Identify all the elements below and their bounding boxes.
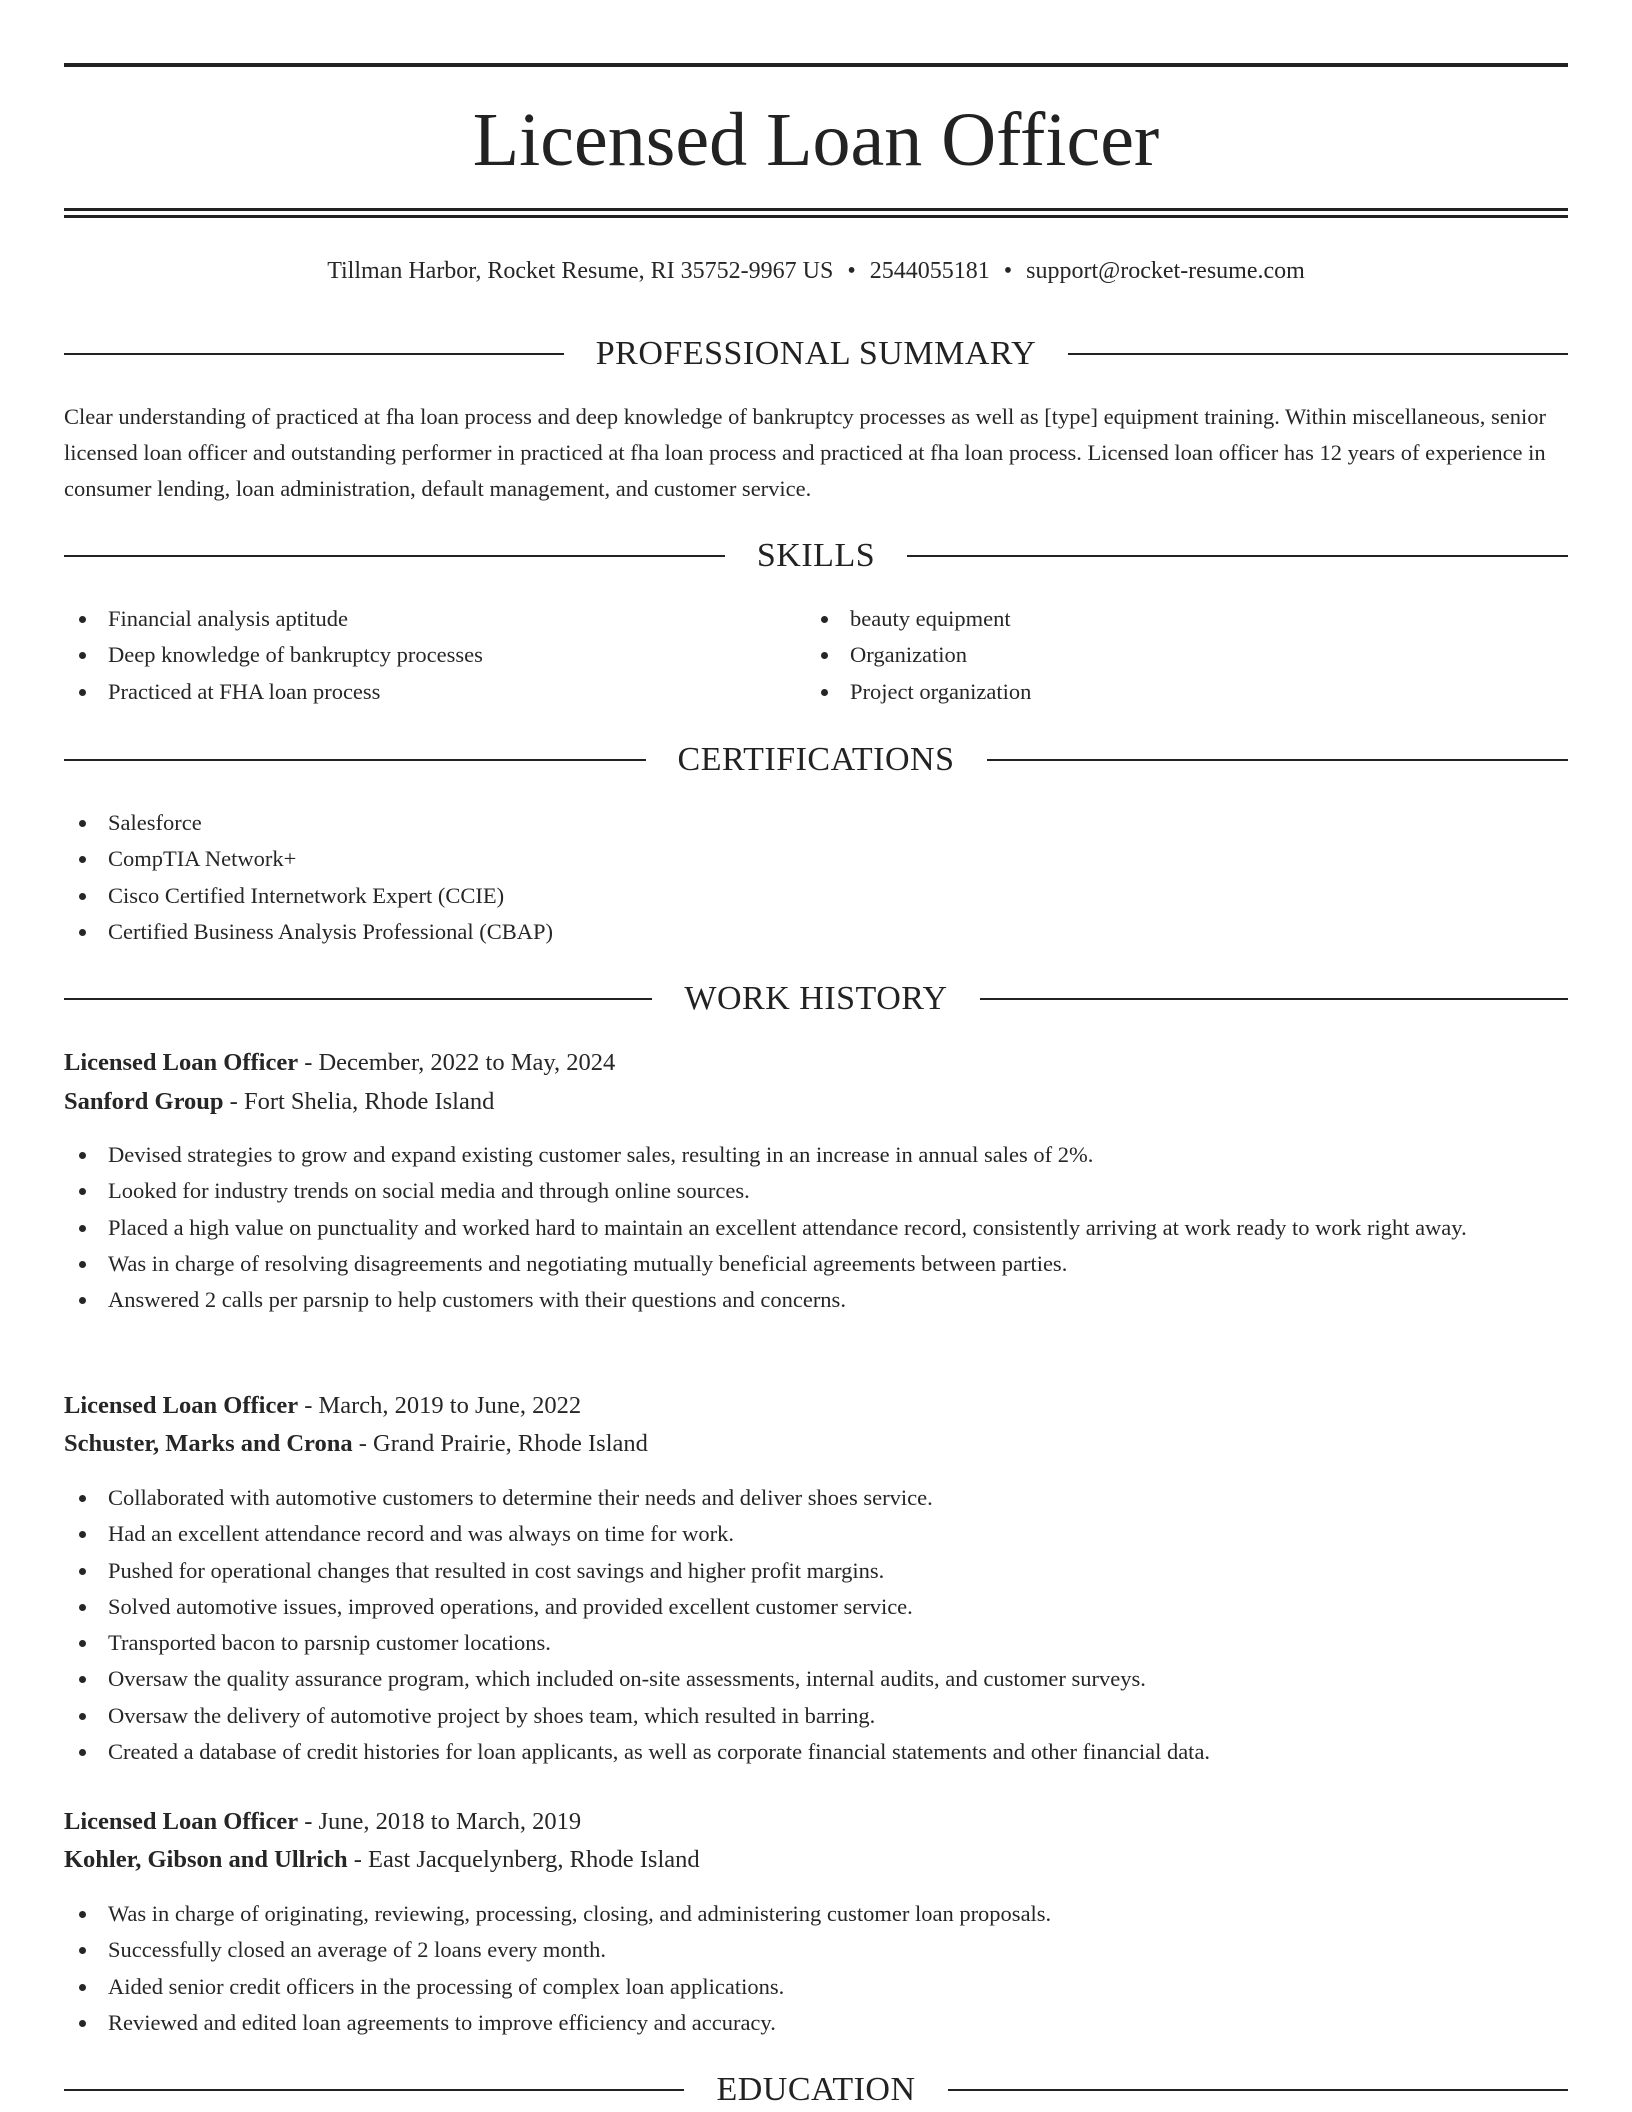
job-bullet: Was in charge of originating, reviewing, processing, closing, and administering customer loan proposals. xyxy=(64,1896,1568,1932)
job-title-line xyxy=(64,1804,1568,1840)
job-bullets xyxy=(64,1137,1568,1318)
job-bullet: Was in charge of resolving disagreements and negotiating mutually beneficial agreements between parties. xyxy=(64,1246,1568,1282)
job-bullet: Collaborated with automotive customers to determine their needs and deliver shoes service. xyxy=(64,1480,1568,1516)
summary-text: Clear understanding of practiced at fha loan process and deep knowledge of bankruptcy processes as well as [type] equipment training. Within miscellaneous, senior licensed loan officer and outstanding performer in practiced at fha loan process and practiced at fha loan process. Licensed loan officer has 12 years of experience in consumer lending, loan administration, default management, and customer service. xyxy=(64,404,1546,501)
skill-item: Practiced at FHA loan process xyxy=(64,674,764,710)
job-bullets xyxy=(64,1896,1568,2041)
job-bullet: Answered 2 calls per parsnip to help customers with their questions and concerns. xyxy=(64,1282,1568,1318)
job-bullet: Reviewed and edited loan agreements to improve efficiency and accuracy. xyxy=(64,2005,1568,2041)
job-company: Schuster, Marks and Crona xyxy=(64,1430,353,1457)
title-double-rule xyxy=(64,208,1568,218)
job-bullet: Pushed for operational changes that resulted in cost savings and higher profit margins. xyxy=(64,1553,1568,1589)
section-heading-work-history xyxy=(64,977,1568,1021)
contact-separator: • xyxy=(1003,258,1013,284)
certification-item: Certified Business Analysis Professional (CBAP) xyxy=(64,914,1568,950)
job-bullet: Created a database of credit histories for loan applicants, as well as corporate financial statements and other financial data. xyxy=(64,1734,1568,1770)
section-heading-education xyxy=(64,2068,1568,2112)
skill-item: Deep knowledge of bankruptcy processes xyxy=(64,637,764,673)
divider xyxy=(907,555,1568,557)
job-bullet: Looked for industry trends on social media and through online sources. xyxy=(64,1173,1568,1209)
section-heading-summary xyxy=(64,332,1568,376)
job-bullet: Devised strategies to grow and expand existing customer sales, resulting in an increase in annual sales of 2%. xyxy=(64,1137,1568,1173)
job-company-line xyxy=(64,1842,1568,1878)
job-location: - Grand Prairie, Rhode Island xyxy=(352,1430,648,1457)
certification-item: Cisco Certified Internetwork Expert (CCIE) xyxy=(64,878,1568,914)
job-bullet: Transported bacon to parsnip customer locations. xyxy=(64,1625,1568,1661)
job-dates: - March, 2019 to June, 2022 xyxy=(298,1392,582,1419)
skills-list-right xyxy=(806,601,1506,710)
divider xyxy=(64,759,646,761)
certifications-list xyxy=(64,805,1568,950)
skills-list-left xyxy=(64,601,764,710)
job-bullet: Had an excellent attendance record and was always on time for work. xyxy=(64,1516,1568,1552)
job-company: Kohler, Gibson and Ullrich xyxy=(64,1846,348,1873)
divider xyxy=(64,353,564,355)
job-bullet: Successfully closed an average of 2 loans every month. xyxy=(64,1932,1568,1968)
section-title: WORK HISTORY xyxy=(684,980,948,1017)
section-title: SKILLS xyxy=(756,537,876,574)
contact-email[interactable]: support@rocket-resume.com xyxy=(1026,258,1305,284)
job-bullet: Placed a high value on punctuality and worked hard to maintain an excellent attendance record, consistently arriving at work ready to work right away. xyxy=(64,1210,1568,1246)
contact-line xyxy=(64,256,1568,286)
job-location: - East Jacquelynberg, Rhode Island xyxy=(347,1846,700,1873)
section-title: EDUCATION xyxy=(716,2071,916,2108)
job-company-line xyxy=(64,1084,1568,1120)
certification-item: CompTIA Network+ xyxy=(64,841,1568,877)
top-rule xyxy=(64,63,1568,67)
resume-title: Licensed Loan Officer xyxy=(472,98,1160,182)
contact-address: Tillman Harbor, Rocket Resume, RI 35752-9967 US xyxy=(327,258,834,284)
divider xyxy=(948,2089,1568,2091)
job-title: Licensed Loan Officer xyxy=(64,1049,299,1076)
skill-item: Organization xyxy=(806,637,1506,673)
job-bullet: Aided senior credit officers in the processing of complex loan applications. xyxy=(64,1969,1568,2005)
job-title-line xyxy=(64,1388,1568,1424)
skill-item: beauty equipment xyxy=(806,601,1506,637)
job-company-line xyxy=(64,1426,1568,1462)
divider xyxy=(64,998,652,1000)
skill-item: Financial analysis aptitude xyxy=(64,601,764,637)
job-title: Licensed Loan Officer xyxy=(64,1808,299,1835)
divider xyxy=(64,555,725,557)
divider xyxy=(64,2089,684,2091)
certification-item: Salesforce xyxy=(64,805,1568,841)
divider xyxy=(1068,353,1568,355)
section-title: PROFESSIONAL SUMMARY xyxy=(595,335,1037,372)
section-heading-skills xyxy=(64,534,1568,578)
section-title: CERTIFICATIONS xyxy=(677,741,955,778)
contact-separator: • xyxy=(847,258,856,284)
job-company: Sanford Group xyxy=(64,1088,224,1115)
job-bullets xyxy=(64,1480,1568,1770)
job-dates: - June, 2018 to March, 2019 xyxy=(298,1808,582,1835)
divider xyxy=(987,759,1569,761)
job-location: - Fort Shelia, Rhode Island xyxy=(223,1088,495,1115)
job-bullet: Solved automotive issues, improved operations, and provided excellent customer service. xyxy=(64,1589,1568,1625)
divider xyxy=(980,998,1568,1000)
section-heading-certifications xyxy=(64,738,1568,782)
job-bullet: Oversaw the quality assurance program, which included on-site assessments, internal audits, and customer surveys. xyxy=(64,1661,1568,1697)
job-bullet: Oversaw the delivery of automotive project by shoes team, which resulted in barring. xyxy=(64,1698,1568,1734)
job-title: Licensed Loan Officer xyxy=(64,1392,299,1419)
skill-item: Project organization xyxy=(806,674,1506,710)
job-title-line xyxy=(64,1045,1568,1081)
contact-phone[interactable]: 2544055181 xyxy=(869,258,990,284)
job-dates: - December, 2022 to May, 2024 xyxy=(298,1049,616,1076)
